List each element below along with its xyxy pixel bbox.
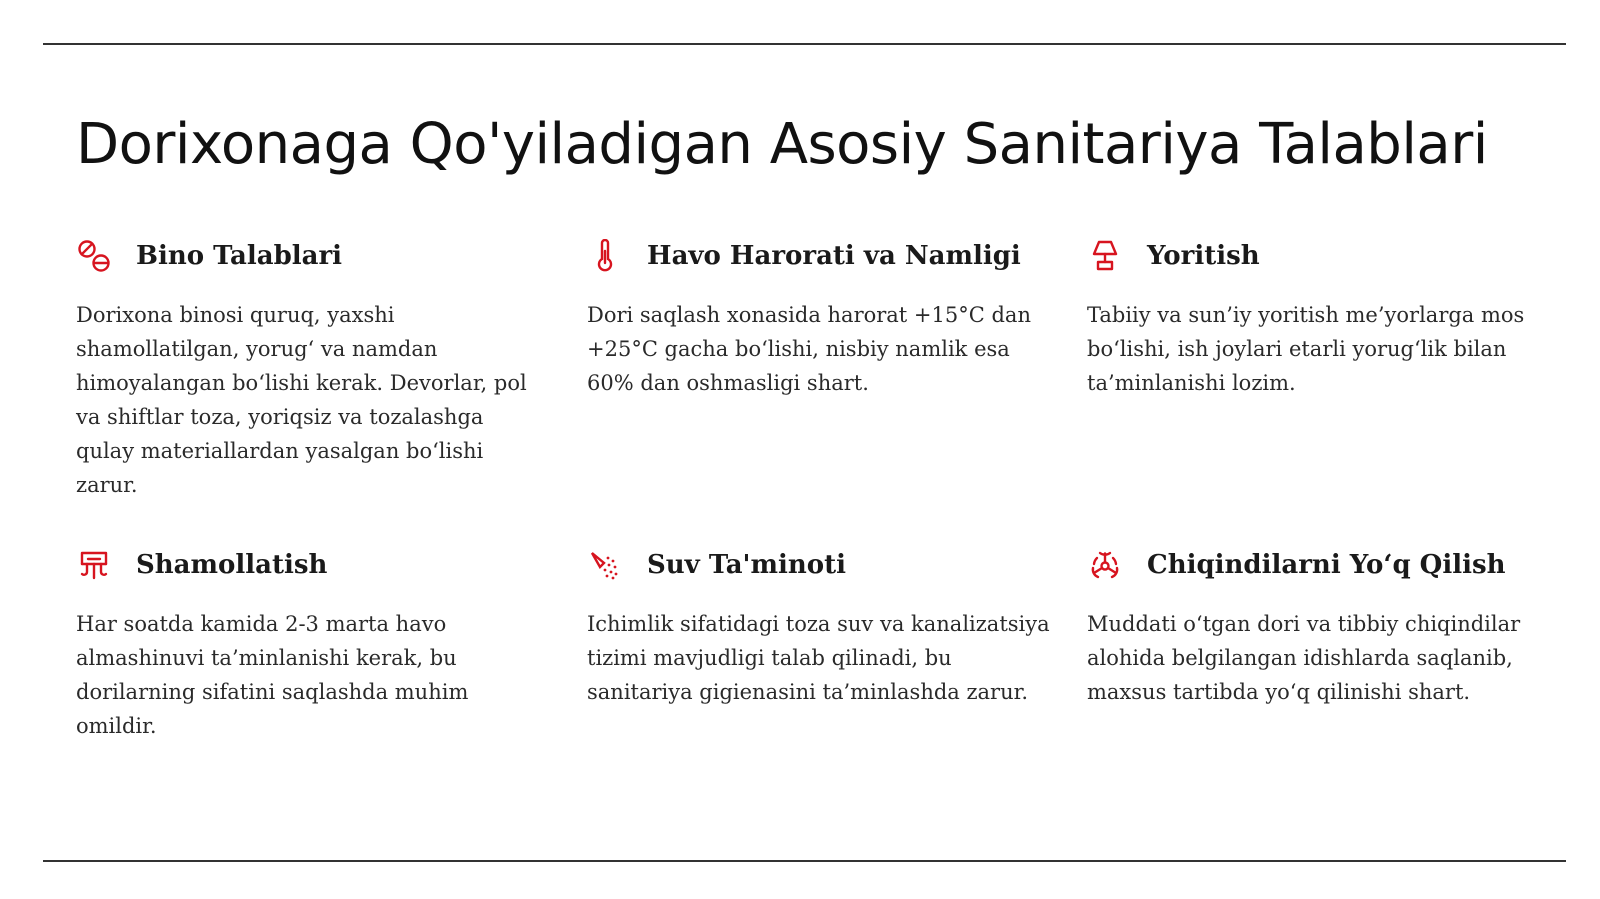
card-shamollatish <box>76 545 546 743</box>
lamp-icon <box>1087 238 1123 274</box>
card-text: Tabiiy va sun’iy yoritish me’yorlarga mos bo‘lishi, ish joylari etarli yorug‘lik bilan ta’minlanishi lozim. <box>1087 303 1525 395</box>
bottom-divider <box>43 860 1566 862</box>
biohazard-icon <box>1087 547 1123 583</box>
air-vent-icon <box>76 547 112 583</box>
card-title: Havo Harorati va Namligi <box>647 241 1021 271</box>
card-text: Dori saqlash xonasida harorat +15°C dan +25°C gacha bo‘lishi, nisbiy namlik esa 60% dan oshmasligi shart. <box>587 303 1031 395</box>
card-title: Yoritish <box>1147 241 1260 271</box>
card-text: Har soatda kamida 2-3 marta havo almashinuvi ta’minlanishi kerak, bu dorilarning sifatini saqlashda muhim omildir. <box>76 612 469 738</box>
card-title: Bino Talablari <box>136 241 343 271</box>
card-title: Shamollatish <box>136 550 328 580</box>
page-title: Dorixonaga Qo'yiladigan Asosiy Sanitariya Talablari <box>76 112 1488 177</box>
card-bino-talablari <box>76 236 546 502</box>
card-title: Suv Ta'minoti <box>647 550 847 580</box>
no-entry-pills-icon <box>76 238 112 274</box>
spray-icon <box>587 547 623 583</box>
top-divider <box>43 43 1566 45</box>
card-title: Chiqindilarni Yo‘q Qilish <box>1147 550 1506 580</box>
card-havo-harorati <box>587 236 1057 400</box>
card-text: Ichimlik sifatidagi toza suv va kanalizatsiya tizimi mavjudligi talab qilinadi, bu sanitariya gigienasini ta’minlashda zarur. <box>587 612 1050 704</box>
card-text: Dorixona binosi quruq, yaxshi shamollatilgan, yorug‘ va namdan himoyalangan bo‘lishi kerak. Devorlar, pol va shiftlar toza, yoriqsiz va tozalashga qulay materiallardan yasalgan bo‘lishi zarur. <box>76 303 527 497</box>
card-suv-taminoti <box>587 545 1057 709</box>
card-chiqindilar <box>1087 545 1557 709</box>
card-text: Muddati o‘tgan dori va tibbiy chiqindilar alohida belgilangan idishlarda saqlanib, maxsus tartibda yo‘q qilinishi shart. <box>1087 612 1521 704</box>
card-yoritish <box>1087 236 1557 400</box>
thermometer-icon <box>587 238 623 274</box>
